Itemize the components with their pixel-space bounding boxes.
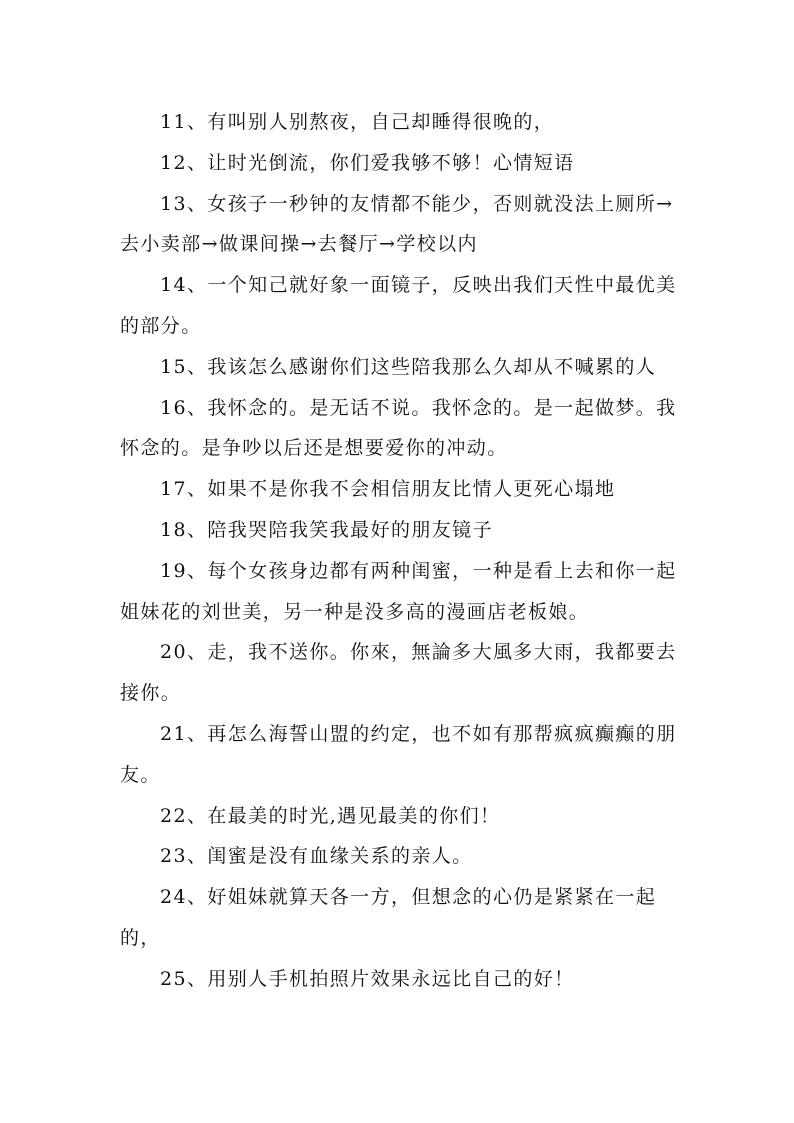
quote-item-11: 11、有叫别人别熬夜，自己却睡得很晚的，: [160, 111, 555, 133]
quote-item-23: 23、闺蜜是没有血缘关系的亲人。: [160, 845, 473, 868]
quote-item-24: 24、好姐妹就算天各一方，但想念的心仍是紧紧在一起的，: [120, 886, 657, 949]
quote-item-14: 14、一个知己就好象一面镜子，反映出我们天性中最优美的部分。: [120, 274, 677, 337]
quote-item-25: 25、用别人手机拍照片效果永远比自己的好！: [160, 967, 575, 990]
quote-item-21: 21、再怎么海誓山盟的约定，也不如有那帮疯疯癫癫的朋友。: [120, 722, 677, 786]
quote-item-19: 19、每个女孩身边都有两种闺蜜，一种是看上去和你一起姐妹花的刘世美，另一种是没多高的漫画店老板娘。: [120, 559, 677, 623]
quote-item-15: 15、我该怎么感谢你们这些陪我那么久却从不喊累的人: [160, 355, 657, 378]
quote-item-18: 18、陪我哭陪我笑我最好的朋友镜子: [160, 518, 493, 541]
quote-item-17: 17、如果不是你我不会相信朋友比情人更死心塌地: [160, 478, 616, 501]
quote-item-12: 12、让时光倒流，你们爱我够不够！心情短语: [160, 151, 575, 174]
quote-item-22: 22、在最美的时光,遇见最美的你们！: [160, 804, 501, 827]
quote-item-20: 20、走，我不送你。你來，無論多大風多大雨，我都要去接你。: [120, 641, 677, 705]
quote-list: [120, 102, 680, 1000]
quote-item-13: 13、女孩子一秒钟的友情都不能少，否则就没法上厕所→去小卖部→做课间操→去餐厅→学校以内: [120, 192, 674, 256]
quote-item-16: 16、我怀念的。是无话不说。我怀念的。是一起做梦。我怀念的。是争吵以后还是想要爱你的冲动。: [120, 396, 677, 460]
